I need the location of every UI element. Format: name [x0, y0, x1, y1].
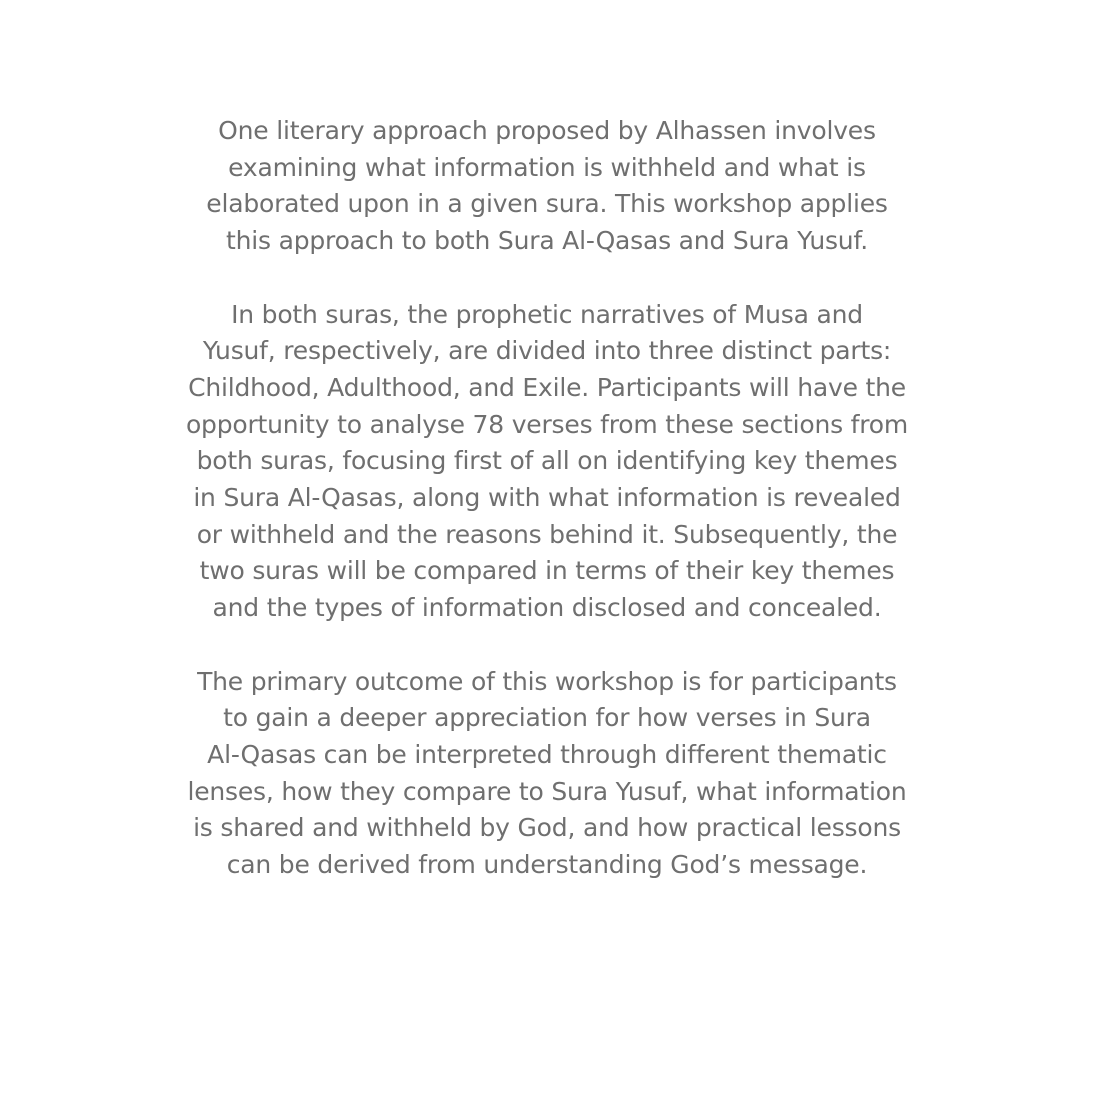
text-line: two suras will be compared in terms of their key themes — [199, 556, 895, 586]
text-line: elaborated upon in a given sura. This workshop applies — [206, 189, 888, 219]
text-line: lenses, how they compare to Sura Yusuf, what information — [187, 776, 907, 806]
paragraph-structure — [0, 297, 1094, 627]
paragraph-outcome — [0, 664, 1094, 884]
text-line: opportunity to analyse 78 verses from these sections from — [185, 409, 909, 439]
text-line: Al-Qasas can be interpreted through different thematic — [207, 739, 887, 769]
text-line: this approach to both Sura Al-Qasas and Sura Yusuf. — [226, 226, 868, 256]
text-line: Childhood, Adulthood, and Exile. Participants will have the — [188, 372, 906, 402]
text-line: Yusuf, respectively, are divided into three distinct parts: — [202, 336, 892, 366]
text-line: or withheld and the reasons behind it. Subsequently, the — [196, 519, 898, 549]
text-line: in Sura Al-Qasas, along with what information is revealed — [193, 483, 901, 513]
text-line: both suras, focusing first of all on identifying key themes — [196, 446, 898, 476]
text-line: is shared and withheld by God, and how practical lessons — [193, 813, 901, 843]
text-line: In both suras, the prophetic narratives of Musa and — [231, 299, 863, 329]
text-line: to gain a deeper appreciation for how verses in Sura — [223, 703, 871, 733]
text-line: One literary approach proposed by Alhassen involves — [218, 116, 876, 145]
text-line: can be derived from understanding God’s message. — [226, 850, 868, 880]
text-line: The primary outcome of this workshop is for participants — [197, 666, 897, 696]
paragraph-intro — [0, 113, 1094, 260]
workshop-description — [0, 113, 1094, 920]
text-line: and the types of information disclosed and concealed. — [212, 593, 882, 623]
text-line: examining what information is withheld and what is — [228, 152, 866, 182]
